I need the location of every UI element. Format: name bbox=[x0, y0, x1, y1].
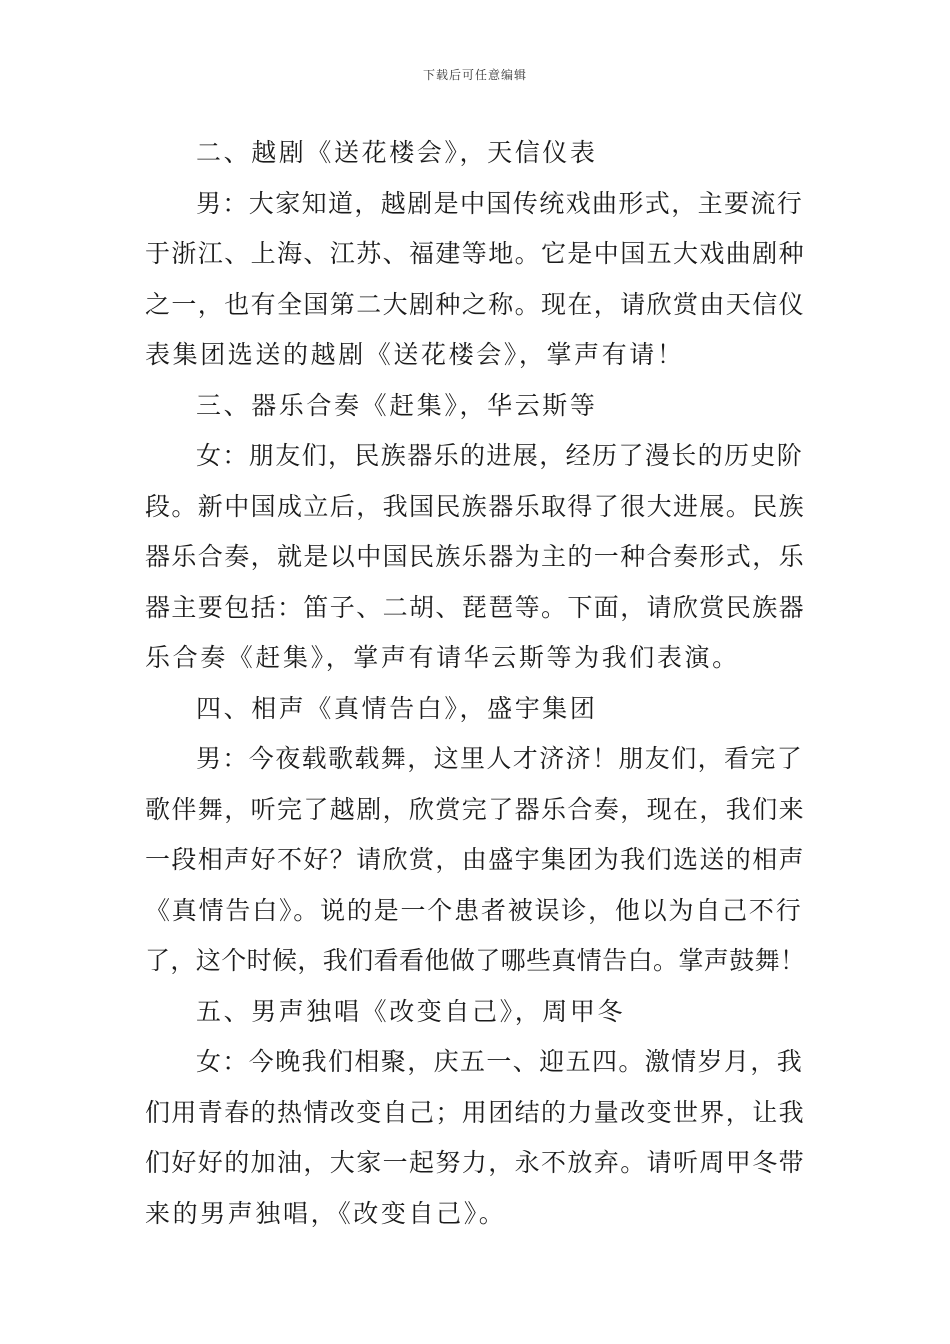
paragraph-line: 乐合奏《赶集》，掌声有请华云斯等为我们表演。 bbox=[145, 643, 740, 672]
paragraph-line: 男：今夜载歌载舞，这里人才济济！朋友们，看完了 bbox=[196, 744, 804, 773]
section-heading: 五、男声独唱《改变自己》，周甲冬 bbox=[196, 996, 626, 1026]
paragraph-line: 男：大家知道，越剧是中国传统戏曲形式，主要流行 bbox=[196, 188, 804, 218]
paragraph-line: 了，这个时候，我们看看他做了哪些真情告白。掌声鼓舞！ bbox=[145, 946, 806, 975]
paragraph-line: 《真情告白》。说的是一个患者被误诊，他以为自己不行 bbox=[145, 895, 803, 925]
paragraph-line: 之一，也有全国第二大剧种之称。现在，请欣赏由天信仪 bbox=[145, 289, 806, 319]
paragraph-line: 女：朋友们，民族器乐的进展，经历了漫长的历史阶 bbox=[196, 441, 804, 470]
section-heading: 三、器乐合奏《赶集》，华云斯等 bbox=[196, 390, 598, 420]
document-body bbox=[145, 128, 807, 1239]
paragraph-line: 器乐合奏，就是以中国民族乐器为主的一种合奏形式，乐 bbox=[145, 542, 806, 571]
section-heading: 二、越剧《送花楼会》，天信仪表 bbox=[196, 138, 598, 167]
paragraph-line: 段。新中国成立后，我国民族器乐取得了很大进展。民族 bbox=[145, 491, 806, 521]
paragraph-line: 歌伴舞，听完了越剧，欣赏完了器乐合奏，现在，我们来 bbox=[145, 794, 806, 824]
paragraph-line: 们好好的加油，大家一起努力，永不放弃。请听周甲冬带 bbox=[145, 1148, 806, 1177]
paragraph-line: 一段相声好不好？请欣赏，由盛宇集团为我们选送的相声 bbox=[145, 845, 806, 874]
paragraph-line: 于浙江、上海、江苏、福建等地。它是中国五大戏曲剧种 bbox=[145, 239, 806, 268]
paragraph-line: 表集团选送的越剧《送花楼会》，掌声有请！ bbox=[145, 340, 685, 369]
paragraph-line: 女：今晚我们相聚，庆五一、迎五四。激情岁月，我 bbox=[196, 1047, 804, 1076]
paragraph-line: 们用青春的热情改变自己；用团结的力量改变世界，让我 bbox=[145, 1097, 806, 1127]
page-header: 下载后可任意编辑 bbox=[422, 68, 527, 82]
section-heading: 四、相声《真情告白》，盛宇集团 bbox=[196, 693, 598, 723]
paragraph-line: 器主要包括：笛子、二胡、琵琶等。下面，请欣赏民族器 bbox=[145, 592, 806, 622]
paragraph-line: 来的男声独唱，《改变自己》。 bbox=[145, 1198, 507, 1228]
